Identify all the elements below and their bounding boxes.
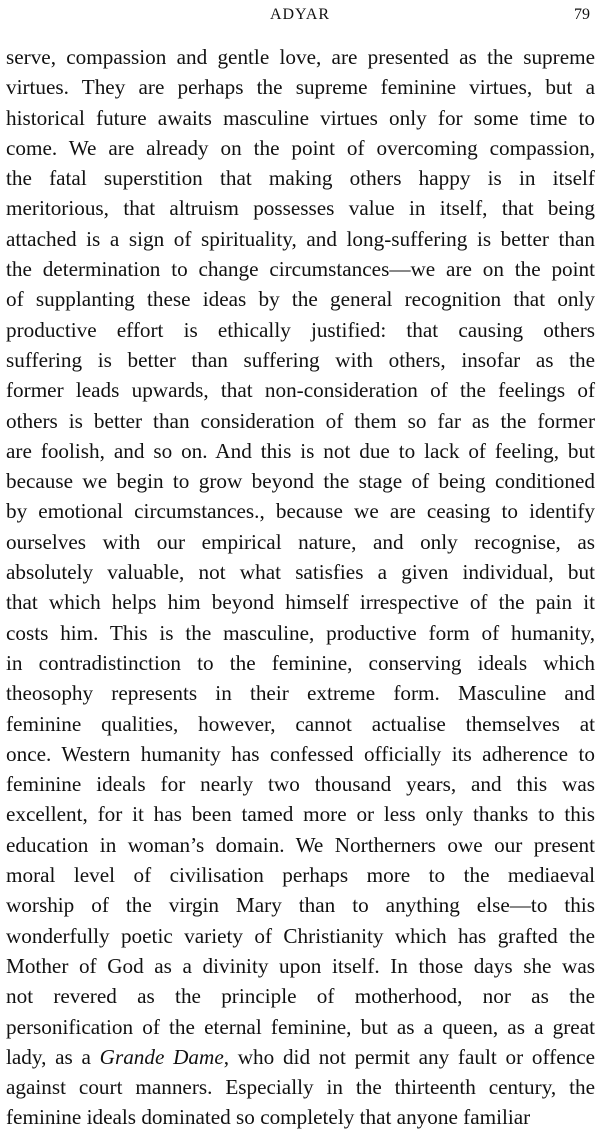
text-line [6, 739, 595, 769]
text-line [6, 587, 595, 617]
text-line [6, 648, 595, 678]
text-line [6, 799, 595, 829]
text-line [6, 557, 595, 587]
text-segment: by emotional circumstances., because we are ceasing to identify [6, 499, 595, 524]
text-segment: wonderfully poetic variety of Christianity which has grafted the [6, 923, 595, 948]
text-segment: excellent, for it has been tamed more or less only thanks to this [6, 802, 595, 827]
text-segment: feminine ideals dominated so completely that anyone familiar [6, 1105, 531, 1130]
text-line [6, 406, 595, 436]
text-line [6, 1072, 595, 1102]
text-line [6, 830, 595, 860]
text-segment: productive effort is ethically justified: that causing others [6, 317, 595, 342]
text-segment: not revered as the principle of motherhood, nor as the [6, 984, 595, 1009]
text-segment: virtues. They are perhaps the supreme feminine virtues, but a [6, 75, 595, 100]
text-segment: come. We are already on the point of overcoming compassion, [6, 135, 595, 160]
text-segment: suffering is better than suffering with others, insofar as the [6, 347, 595, 372]
text-line [6, 133, 595, 163]
text-segment: worship of the virgin Mary than to anything else—to this [6, 893, 595, 918]
text-line [6, 375, 595, 405]
running-header [0, 2, 600, 32]
running-title: ADYAR [269, 6, 331, 23]
text-line [6, 1012, 595, 1042]
text-segment: against court manners. Especially in the thirteenth century, the [6, 1075, 595, 1100]
text-line [6, 466, 595, 496]
text-line [6, 981, 595, 1011]
text-segment: education in woman’s domain. We Northerners owe our present [6, 832, 595, 857]
text-line [6, 709, 595, 739]
text-line [6, 921, 595, 951]
text-line [6, 1042, 595, 1072]
text-line [6, 769, 595, 799]
text-line [6, 890, 595, 920]
text-line [6, 527, 595, 557]
text-segment: feminine ideals for nearly two thousand years, and this was [6, 772, 595, 797]
text-segment: feminine qualities, however, cannot actualise themselves at [6, 711, 595, 736]
text-segment: absolutely valuable, not what satisfies a given individual, but [6, 560, 595, 585]
text-line [6, 345, 595, 375]
text-segment: former leads upwards, that non-consideration of the feelings of [6, 378, 595, 403]
text-segment: the fatal superstition that making others happy is in itself [6, 166, 595, 191]
text-line [6, 436, 595, 466]
text-line [6, 103, 595, 133]
text-line [6, 42, 595, 72]
text-line [6, 678, 595, 708]
text-segment: costs him. This is the masculine, productive form of humanity, [6, 620, 595, 645]
text-segment: others is better than consideration of them so far as the former [6, 408, 595, 433]
text-segment: theosophy represents in their extreme form. Masculine and [6, 681, 595, 706]
text-segment: that which helps him beyond himself irrespective of the pain it [6, 590, 595, 615]
text-segment: personification of the eternal feminine, but as a queen, as a great [6, 1014, 595, 1039]
text-segment: in contradistinction to the feminine, conserving ideals which [6, 650, 595, 675]
text-line [6, 284, 595, 314]
text-segment: moral level of civilisation perhaps more to the mediaeval [6, 863, 595, 888]
text-segment: attached is a sign of spirituality, and long-suffering is better than [6, 226, 595, 251]
text-line [6, 254, 595, 284]
text-line [6, 315, 595, 345]
italic-phrase: Grande Dame [99, 1044, 224, 1069]
text-segment: of supplanting these ideas by the general recognition that only [6, 287, 595, 312]
text-line [6, 951, 595, 981]
text-line [6, 618, 595, 648]
text-segment: because we begin to grow beyond the stage of being conditioned [6, 469, 595, 494]
text-segment: meritorious, that altruism possesses value in itself, that being [6, 196, 595, 221]
text-segment: Mother of God as a divinity upon itself. In those days she was [6, 953, 595, 978]
text-segment: once. Western humanity has confessed officially its adherence to [6, 741, 595, 766]
text-segment: ourselves with our empirical nature, and only recognise, as [6, 529, 595, 554]
text-line [6, 1102, 595, 1132]
text-segment: lady, as a [6, 1044, 100, 1069]
page-number: 79 [574, 6, 590, 23]
text-segment: are foolish, and so on. And this is not due to lack of feeling, but [6, 438, 595, 463]
text-line [6, 163, 595, 193]
text-line [6, 860, 595, 890]
text-line [6, 224, 595, 254]
text-line [6, 72, 595, 102]
body-text [6, 42, 595, 1133]
text-line [6, 193, 595, 223]
text-segment: the determination to change circumstances—we are on the point [6, 257, 595, 282]
text-segment: historical future awaits masculine virtues only for some time to [6, 105, 595, 130]
text-segment: , who did not permit any fault or offence [223, 1044, 595, 1069]
text-segment: serve, compassion and gentle love, are presented as the supreme [6, 45, 595, 69]
text-line [6, 496, 595, 526]
